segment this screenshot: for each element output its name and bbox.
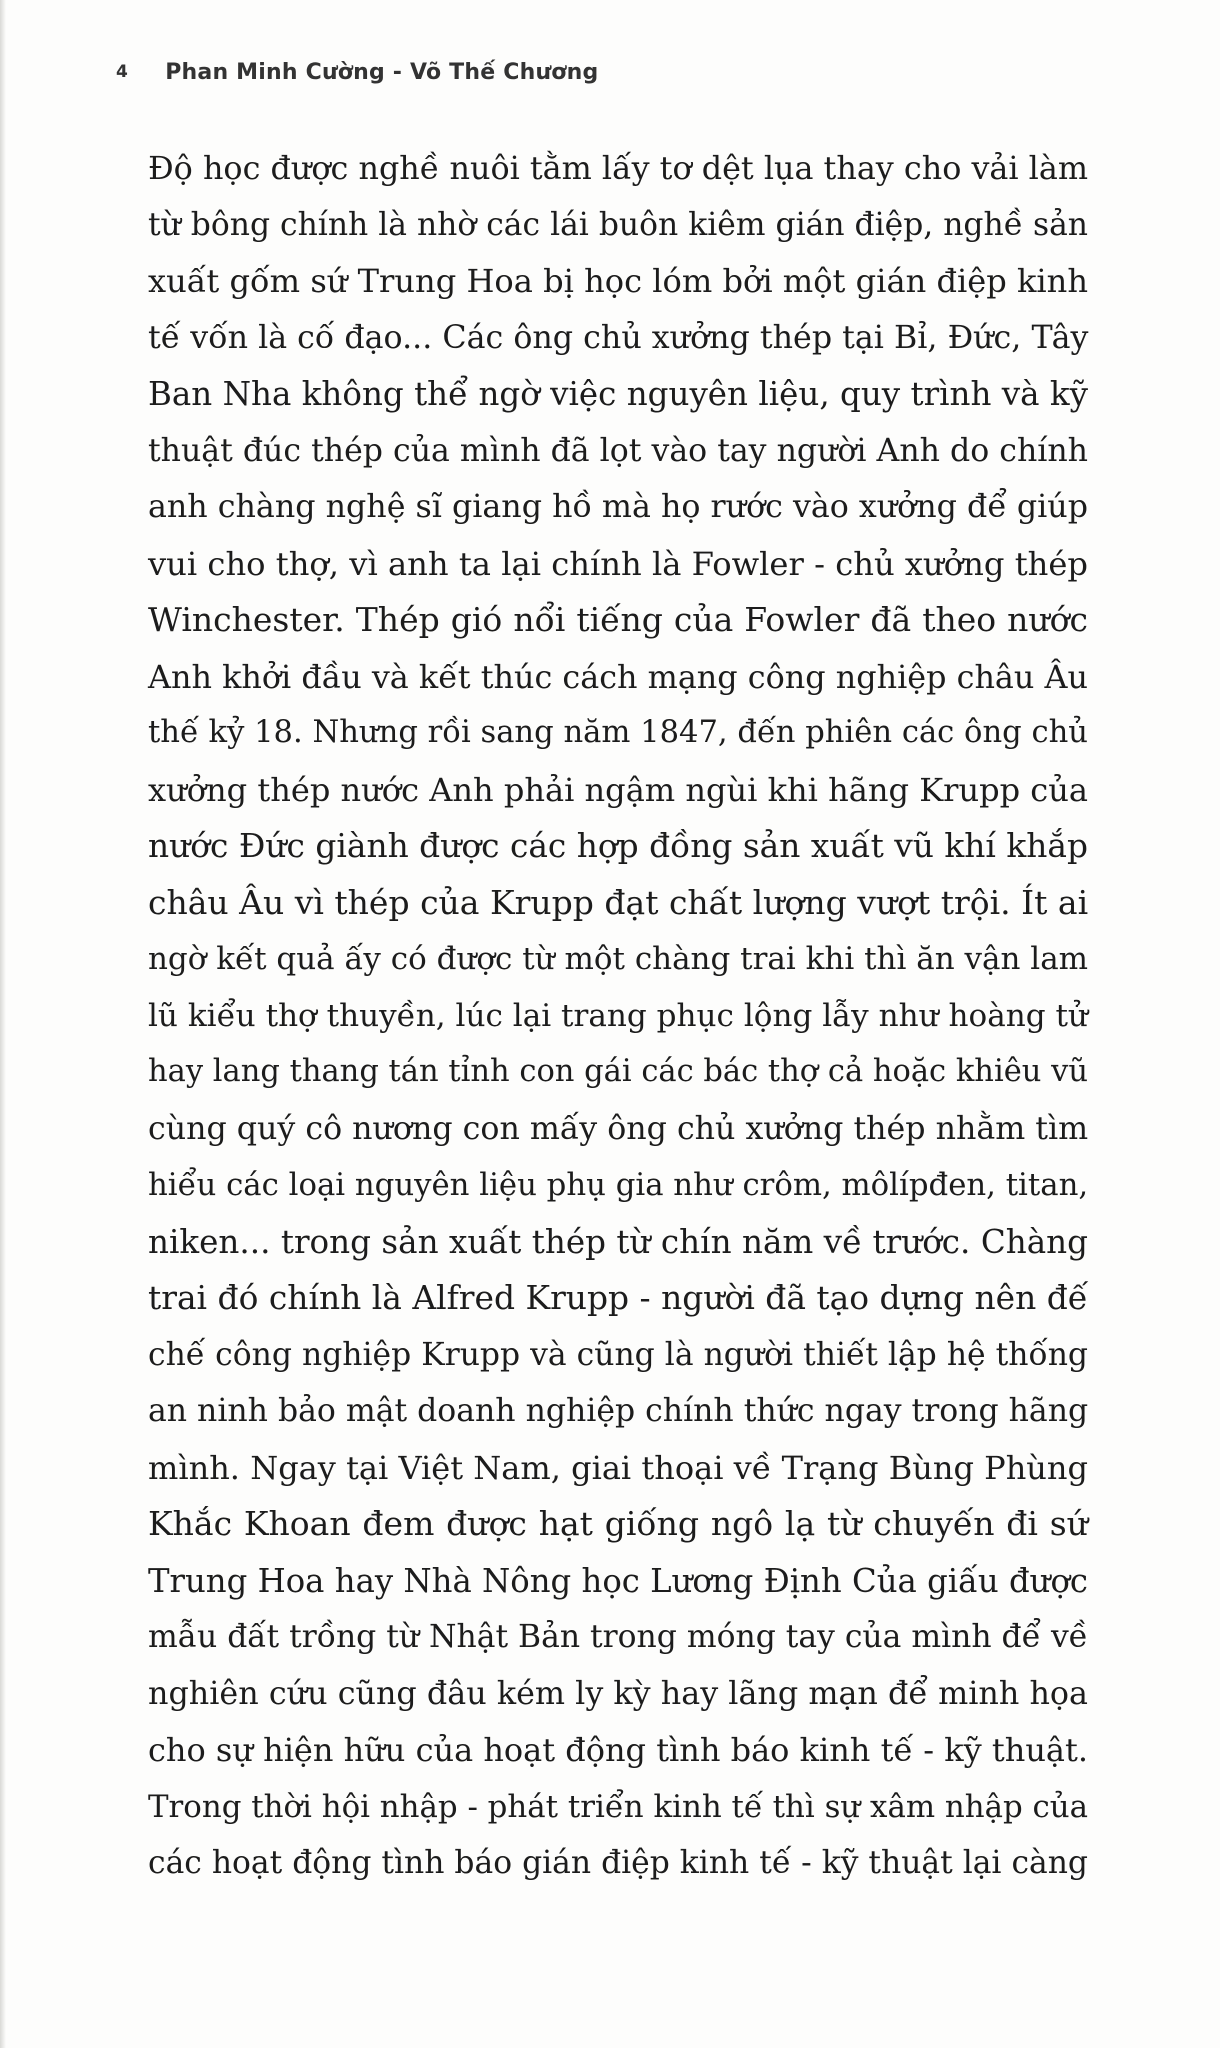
- text-line: hay lang thang tán tỉnh con gái các bác thợ cả hoặc khiêu vũ: [148, 1054, 1088, 1089]
- text-line: lũ kiểu thợ thuyền, lúc lại trang phục lộng lẫy như hoàng tử: [148, 997, 1088, 1034]
- text-line: anh chàng nghệ sĩ giang hồ mà họ rước vào xưởng để giúp: [148, 489, 1088, 525]
- text-line: chế công nghiệp Krupp và cũng là người thiết lập hệ thống: [148, 1336, 1088, 1373]
- text-line: nước Đức giành được các hợp đồng sản xuất vũ khí khắp: [148, 827, 1088, 865]
- text-line: an ninh bảo mật doanh nghiệp chính thức ngay trong hãng: [148, 1393, 1089, 1429]
- text-line: Độ học được nghề nuôi tằm lấy tơ dệt lụa thay cho vải làm: [148, 149, 1088, 187]
- text-line: xưởng thép nước Anh phải ngậm ngùi khi hãng Krupp của: [148, 770, 1089, 809]
- text-line: Trung Hoa hay Nhà Nông học Lương Định Của giấu được: [148, 1561, 1088, 1600]
- header-authors: Phan Minh Cường - Võ Thế Chương: [165, 60, 599, 85]
- text-line: hiểu các loại nguyên liệu phụ gia như crôm, môlípđen, titan,: [148, 1167, 1089, 1203]
- running-head: [116, 60, 598, 85]
- text-line: thế kỷ 18. Nhưng rồi sang năm 1847, đến phiên các ông chủ: [148, 715, 1088, 750]
- text-line: vui cho thợ, vì anh ta lại chính là Fowler - chủ xưởng thép: [148, 544, 1088, 583]
- text-line: các hoạt động tình báo gián điệp kinh tế - kỹ thuật lại càng: [148, 1845, 1088, 1881]
- text-line: Winchester. Thép gió nổi tiếng của Fowler đã theo nước: [148, 600, 1088, 639]
- text-line: Trong thời hội nhập - phát triển kinh tế thì sự xâm nhập của: [148, 1788, 1088, 1825]
- text-line: nghiên cứu cũng đâu kém ly kỳ hay lãng mạn để minh họa: [148, 1675, 1088, 1712]
- body-text: [148, 140, 1088, 1892]
- text-line: cùng quý cô nương con mấy ông chủ xưởng thép nhằm tìm: [148, 1110, 1089, 1147]
- text-line: niken... trong sản xuất thép từ chín năm về trước. Chàng: [148, 1222, 1088, 1261]
- text-line: Khắc Khoan đem được hạt giống ngô lạ từ chuyến đi sứ: [148, 1504, 1088, 1543]
- text-line: Ban Nha không thể ngờ việc nguyên liệu, quy trình và kỹ: [148, 375, 1088, 413]
- text-line: tế vốn là cố đạo... Các ông chủ xưởng thép tại Bỉ, Đức, Tây: [148, 319, 1089, 356]
- text-line: ngờ kết quả ấy có được từ một chàng trai khi thì ăn vận lam: [148, 941, 1088, 977]
- text-line: châu Âu vì thép của Krupp đạt chất lượng vượt trội. Ít ai: [148, 882, 1089, 922]
- page-number: 4: [116, 62, 129, 82]
- text-line: xuất gốm sứ Trung Hoa bị học lóm bởi một gián điệp kinh: [148, 262, 1088, 300]
- spine-shadow: [0, 0, 6, 2048]
- text-line: từ bông chính là nhờ các lái buôn kiêm gián điệp, nghề sản: [148, 206, 1088, 243]
- text-line: mình. Ngay tại Việt Nam, giai thoại về Trạng Bùng Phùng: [148, 1448, 1088, 1487]
- text-line: cho sự hiện hữu của hoạt động tình báo kinh tế - kỹ thuật.: [148, 1731, 1088, 1769]
- text-line: trai đó chính là Alfred Krupp - người đã tạo dựng nên đế: [148, 1278, 1089, 1317]
- text-line: mẫu đất trồng từ Nhật Bản trong móng tay của mình để về: [148, 1619, 1088, 1655]
- text-line: thuật đúc thép của mình đã lọt vào tay người Anh do chính: [148, 432, 1088, 469]
- text-line: Anh khởi đầu và kết thúc cách mạng công nghiệp châu Âu: [148, 657, 1088, 696]
